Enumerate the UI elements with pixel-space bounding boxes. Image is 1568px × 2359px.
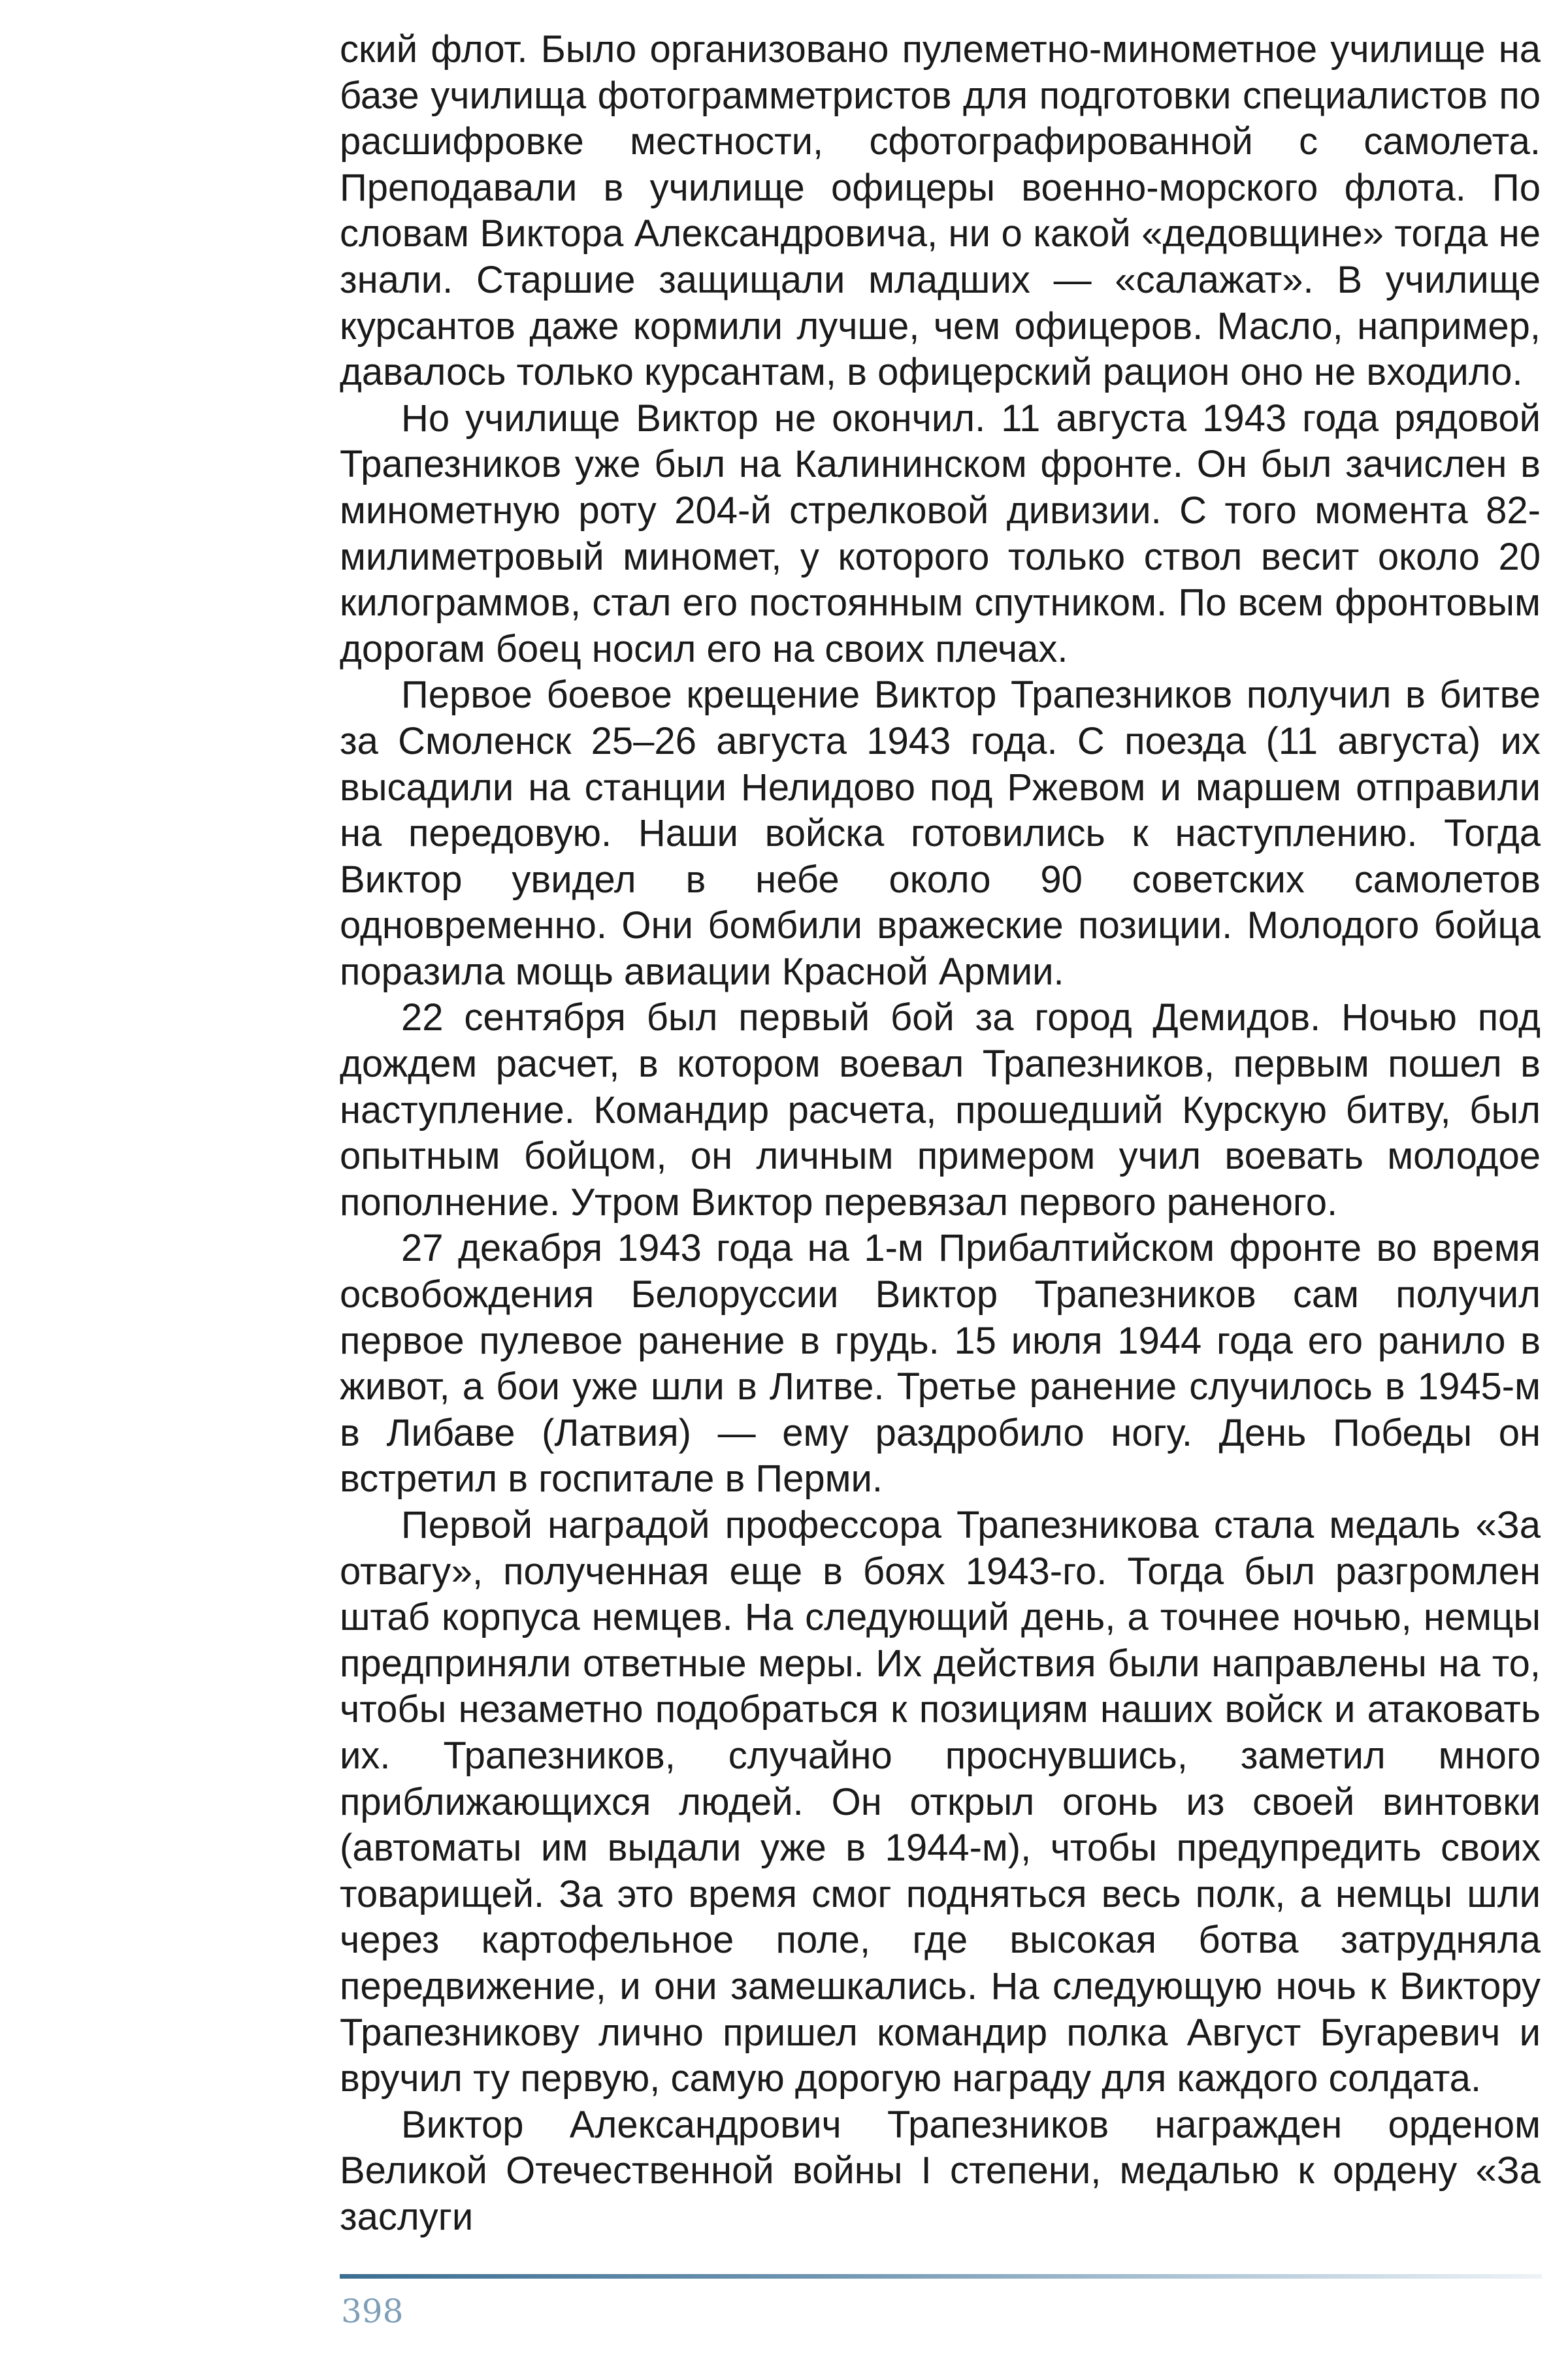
paragraph-7: Виктор Александрович Трапезников награжден орденом Великой Отечественной войны I степени, медалью к ордену «За заслуги [340,2103,1541,2238]
paragraph-5: 27 декабря 1943 года на 1-м Прибалтийском фронте во время освобождения Белоруссии Виктор Трапезников сам получил первое пулевое ранение в грудь. 15 июля 1944 года его ранило в живот, а бои уже шли в Литве. Третье ранение случилось в 1945-м в Либаве (Латвия) — ему раздробило ногу. День Победы он встретил в госпитале в Перми. [340,1227,1541,1501]
page-number: 398 [341,2292,404,2330]
body-text [340,27,1541,2241]
footer-divider [340,2274,1542,2279]
paragraph-2: Но училище Виктор не окончил. 11 августа 1943 года рядовой Трапезников уже был на Калининском фронте. Он был зачислен в минометную роту 204-й стрелковой дивизии. С того момента 82-милиметровый миномет, у которого только ствол весит около 20 килограммов, стал его постоянным спутником. По всем фронтовым дорогам боец носил его на своих плечах. [340,397,1541,670]
paragraph-1: ский флот. Было организовано пулеметно-минометное училище на базе училища фотограмметристов для подготовки специалистов по расшифровке местности, сфотографированной с самолета. Преподавали в училище офицеры военно-морского флота. По словам Виктора Александровича, ни о какой «дедовщине» тогда не знали. Старшие защищали младших — «салажат». В училище курсантов даже кормили лучше, чем офицеров. Масло, например, давалось только курсантам, в офицерский рацион оно не входило. [340,28,1541,394]
paragraph-6: Первой наградой профессора Трапезникова стала медаль «За отвагу», полученная еще в боях 1943-го. Тогда был разгромлен штаб корпуса немцев. На следующий день, а точнее ночью, немцы предприняли ответные меры. Их действия были направлены на то, чтобы незаметно подобраться к позициям наших войск и атаковать их. Трапезников, случайно проснувшись, заметил много приближающихся людей. Он открыл огонь из своей винтовки (автоматы им выдали уже в 1944-м), чтобы предупредить своих товарищей. За это время смог подняться весь полк, а немцы шли через картофельное поле, где высокая ботва затрудняла передвижение, и они замешкались. На следующую ночь к Виктору Трапезникову лично пришел командир полка Август Бугаревич и вручил ту первую, самую дорогую награду для каждого солдата. [340,1504,1541,2100]
paragraph-4: 22 сентября был первый бой за город Демидов. Ночью под дождем расчет, в котором воевал Трапезников, первым пошел в наступление. Командир расчета, прошедший Курскую битву, был опытным бойцом, он личным примером учил воевать молодое пополнение. Утром Виктор перевязал первого раненого. [340,996,1541,1224]
paragraph-3: Первое боевое крещение Виктор Трапезников получил в битве за Смоленск 25–26 августа 1943 года. С поезда (11 августа) их высадили на станции Нелидово под Ржевом и маршем отправили на передовую. Наши войска готовились к наступлению. Тогда Виктор увидел в небе около 90 советских самолетов одновременно. Они бомбили вражеские позиции. Молодого бойца поразила мощь авиации Красной Армии. [340,674,1541,993]
page [340,0,1541,2241]
